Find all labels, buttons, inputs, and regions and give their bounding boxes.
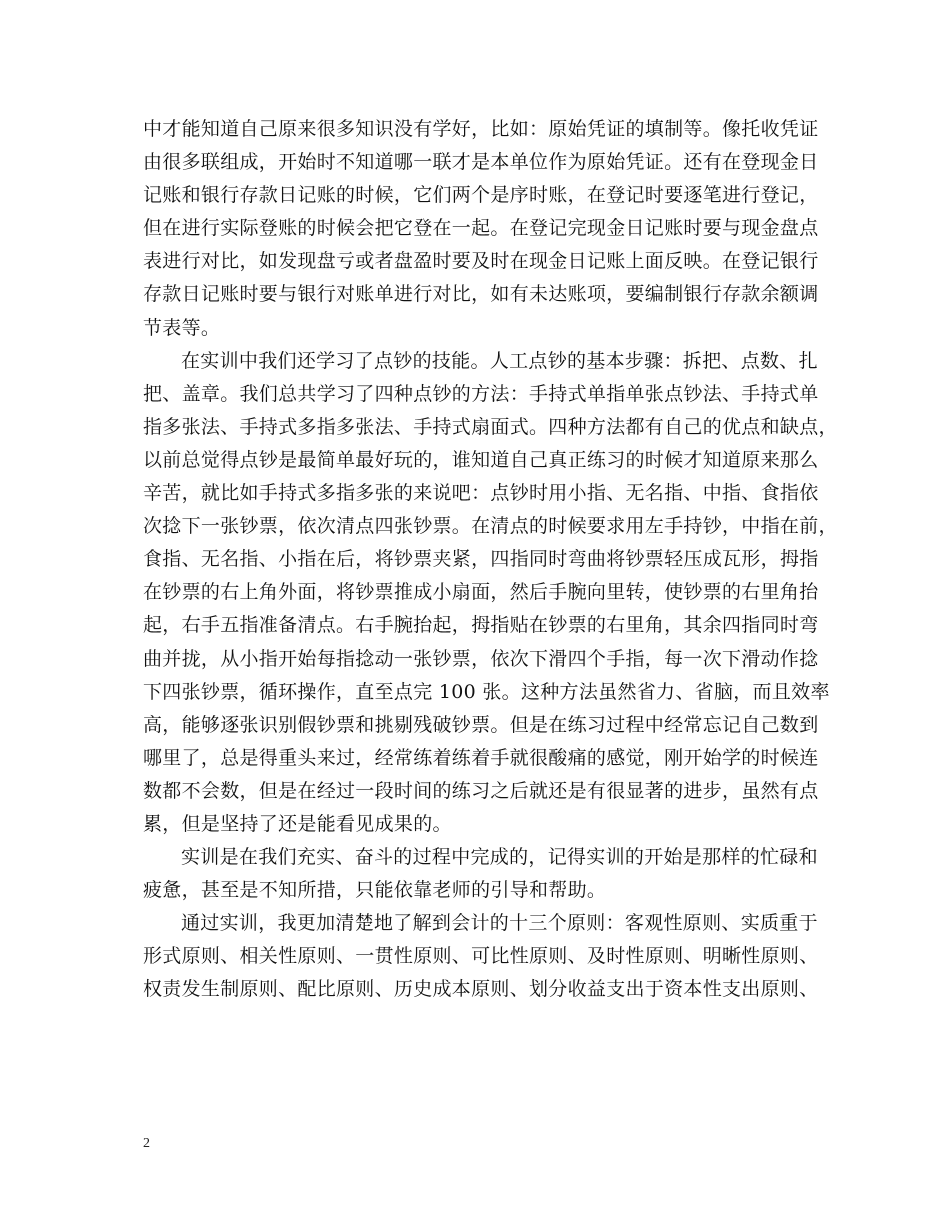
text-line: 次捻下一张钞票，依次清点四张钞票。在清点的时候要求用左手持钞，中指在前， bbox=[143, 515, 838, 538]
text-line: 起，右手五指准备清点。右手腕抬起，拇指贴在钞票的右里角，其余四指同时弯 bbox=[143, 614, 819, 637]
text-line: 下四张钞票，循环操作，直至点完 100 张。这种方法虽然省力、省脑，而且效率 bbox=[143, 680, 830, 703]
text-line: 由很多联组成，开始时不知道哪一联才是本单位作为原始凭证。还有在登现金日 bbox=[143, 151, 819, 174]
text-line: 疲惫，甚至是不知所措，只能依靠老师的引导和帮助。 bbox=[143, 879, 607, 902]
text-line: 但在进行实际登账的时候会把它登在一起。在登记完现金日记账时要与现金盘点 bbox=[143, 217, 819, 240]
page-number: 2 bbox=[143, 1136, 150, 1151]
text-line: 食指、无名指、小指在后，将钞票夹紧，四指同时弯曲将钞票轻压成瓦形，拇指 bbox=[143, 548, 819, 571]
text-line: 节表等。 bbox=[143, 316, 221, 339]
text-line: 哪里了，总是得重头来过，经常练着练着手就很酸痛的感觉，刚开始学的时候连 bbox=[143, 746, 819, 769]
text-line: 累，但是坚持了还是能看见成果的。 bbox=[143, 812, 452, 835]
text-line: 在实训中我们还学习了点钞的技能。人工点钞的基本步骤：拆把、点数、扎 bbox=[181, 349, 818, 372]
text-line: 实训是在我们充实、奋斗的过程中完成的，记得实训的开始是那样的忙碌和 bbox=[181, 846, 818, 869]
text-line: 存款日记账时要与银行对账单进行对比，如有未达账项，要编制银行存款余额调 bbox=[143, 283, 819, 306]
text-line: 曲并拢，从小指开始每指捻动一张钞票，依次下滑四个手指，每一次下滑动作捻 bbox=[143, 647, 819, 670]
text-line: 通过实训，我更加清楚地了解到会计的十三个原则：客观性原则、实质重于 bbox=[181, 912, 818, 935]
text-line: 以前总觉得点钞是最简单最好玩的，谁知道自己真正练习的时候才知道原来那么 bbox=[143, 448, 819, 471]
text-line: 把、盖章。我们总共学习了四种点钞的方法：手持式单指单张点钞法、手持式单 bbox=[143, 382, 819, 405]
text-line: 在钞票的右上角外面，将钞票推成小扇面，然后手腕向里转，使钞票的右里角抬 bbox=[143, 581, 819, 604]
text-line: 记账和银行存款日记账的时候，它们两个是序时账，在登记时要逐笔进行登记， bbox=[143, 184, 819, 207]
text-line: 数都不会数，但是在经过一段时间的练习之后就还是有很显著的进步，虽然有点 bbox=[143, 779, 819, 802]
text-line: 表进行对比，如发现盘亏或者盘盈时要及时在现金日记账上面反映。在登记银行 bbox=[143, 250, 819, 273]
text-line: 中才能知道自己原来很多知识没有学好，比如：原始凭证的填制等。像托收凭证 bbox=[143, 118, 819, 140]
text-line: 形式原则、相关性原则、一贯性原则、可比性原则、及时性原则、明晰性原则、 bbox=[143, 945, 819, 968]
body-text bbox=[143, 113, 838, 1007]
text-line: 指多张法、手持式多指多张法、手持式扇面式。四种方法都有自己的优点和缺点， bbox=[143, 415, 838, 438]
text-line: 高，能够逐张识别假钞票和挑剔残破钞票。但是在练习过程中经常忘记自己数到 bbox=[143, 713, 819, 736]
text-line: 辛苦，就比如手持式多指多张的来说吧：点钞时用小指、无名指、中指、食指依 bbox=[143, 482, 819, 505]
text-line: 权责发生制原则、配比原则、历史成本原则、划分收益支出于资本性支出原则、 bbox=[143, 978, 819, 1001]
